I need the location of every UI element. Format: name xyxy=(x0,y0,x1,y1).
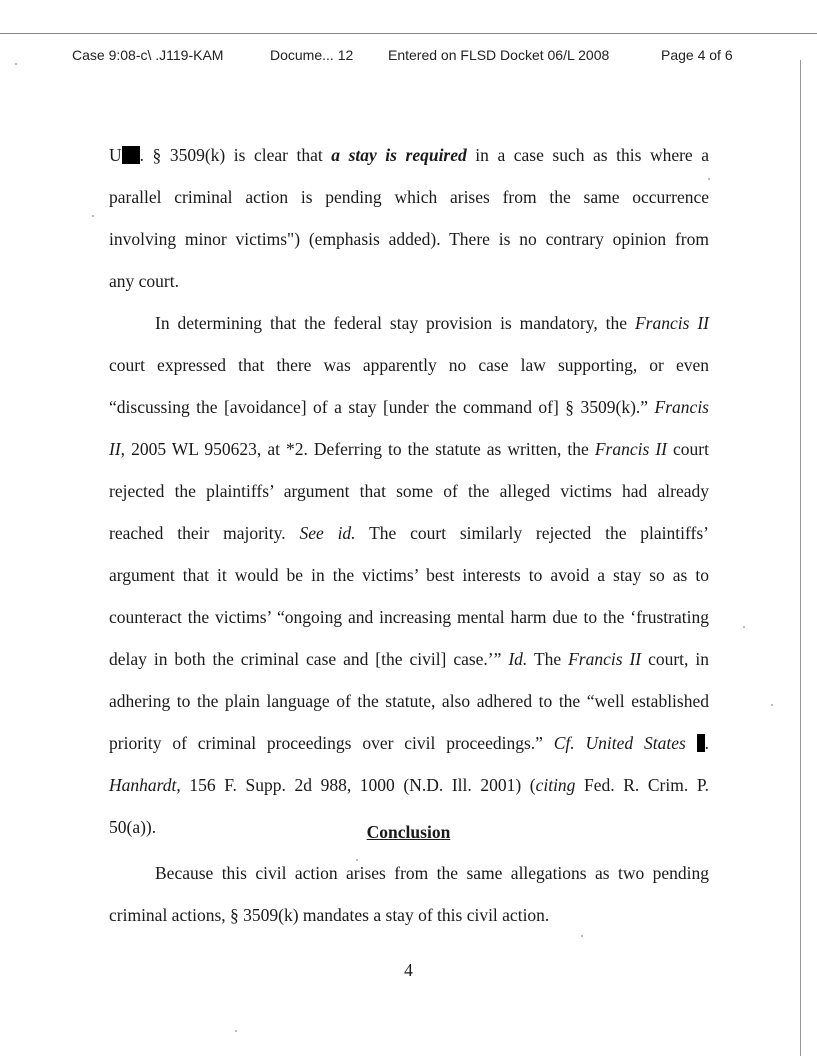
text-span: court, in xyxy=(641,649,709,669)
scan-speck xyxy=(92,215,94,217)
body-line-9: rejected the plaintiffs’ argument that some of the alleged victims had already xyxy=(109,481,709,501)
body-line-7 xyxy=(109,397,709,418)
conclusion-heading: Conclusion xyxy=(366,822,451,842)
body-line-16 xyxy=(109,775,709,796)
body-line-6: court expressed that there was apparently no case law supporting, or even xyxy=(109,355,709,375)
page-indicator: Page 4 of 6 xyxy=(661,47,733,63)
body-line-1 xyxy=(109,145,709,166)
conclusion-line-1: Because this civil action arises from the same allegations as two pending xyxy=(155,863,709,883)
body-line-10 xyxy=(109,523,709,544)
scan-speck xyxy=(708,178,710,180)
scan-speck xyxy=(771,704,773,706)
scan-speck xyxy=(581,935,583,937)
case-name: Hanhardt xyxy=(109,775,177,795)
text-span: The xyxy=(527,649,569,669)
text-span: . § 3509(k) is clear that xyxy=(139,145,332,165)
right-border xyxy=(800,60,801,1056)
scan-speck xyxy=(743,626,745,628)
body-line-13 xyxy=(109,649,709,670)
page-number: 4 xyxy=(404,960,413,980)
redaction-box xyxy=(697,734,705,752)
body-line-5 xyxy=(155,313,709,334)
case-name: Cf. United States xyxy=(553,733,686,753)
case-name: Francis II xyxy=(568,649,642,669)
text-span: , 2005 WL 950623, at *2. Deferring to the statute as written, the xyxy=(120,439,595,459)
case-name: Francis xyxy=(654,397,709,417)
conclusion-line-2: criminal actions, § 3509(k) mandates a stay of this civil action. xyxy=(109,905,550,925)
top-rule xyxy=(0,33,817,34)
scan-speck xyxy=(235,1030,237,1032)
text-span: In determining that the federal stay provision is mandatory, the xyxy=(155,313,635,333)
text-span: “discussing the [avoidance] of a stay [under the command of] § 3509(k).” xyxy=(109,397,655,417)
body-line-17: 50(a)). xyxy=(109,817,157,837)
body-line-2: parallel criminal action is pending which arises from the same occurrence xyxy=(109,187,709,207)
citation-signal: See id. xyxy=(299,523,356,543)
document-number: Docume... 12 xyxy=(270,47,354,63)
text-span: . xyxy=(704,733,710,753)
emphasis-text: a stay is required xyxy=(331,145,467,165)
body-line-11: argument that it would be in the victims’ best interests to avoid a stay so as to xyxy=(109,565,709,585)
text-span: reached their majority. xyxy=(109,523,300,543)
case-name: II xyxy=(109,439,121,459)
body-line-15 xyxy=(109,733,709,754)
case-number: Case 9:08-c\ .J119-KAM xyxy=(72,47,224,63)
body-line-4: any court. xyxy=(109,271,179,291)
body-line-3: involving minor victims") (emphasis added). There is no contrary opinion from xyxy=(109,229,709,249)
redaction-box xyxy=(122,146,140,164)
body-line-14: adhering to the plain language of the statute, also adhered to the “well established xyxy=(109,691,709,711)
citation-signal: Id. xyxy=(508,649,528,669)
text-span: Fed. R. Crim. P. xyxy=(575,775,709,795)
text-span: The court similarly rejected the plaintiffs’ xyxy=(355,523,709,543)
case-name: Francis II xyxy=(594,439,667,459)
text-span: in a case such as this where a xyxy=(466,145,709,165)
text-span: priority of criminal proceedings over civil proceedings.” xyxy=(109,733,554,753)
docket-entry: Entered on FLSD Docket 06/L 2008 xyxy=(388,47,610,63)
text-span: court xyxy=(666,439,709,459)
case-name: Francis II xyxy=(634,313,709,333)
text-span: U xyxy=(109,145,122,165)
body-line-8 xyxy=(109,439,709,460)
scan-speck xyxy=(356,859,358,861)
text-span: delay in both the criminal case and [the civil] case.’” xyxy=(109,649,509,669)
citation-signal: citing xyxy=(535,775,576,795)
text-span: , 156 F. Supp. 2d 988, 1000 (N.D. Ill. 2001) ( xyxy=(176,775,536,795)
scan-speck xyxy=(15,63,17,65)
body-line-12: counteract the victims’ “ongoing and increasing mental harm due to the ‘frustrating xyxy=(109,607,709,627)
